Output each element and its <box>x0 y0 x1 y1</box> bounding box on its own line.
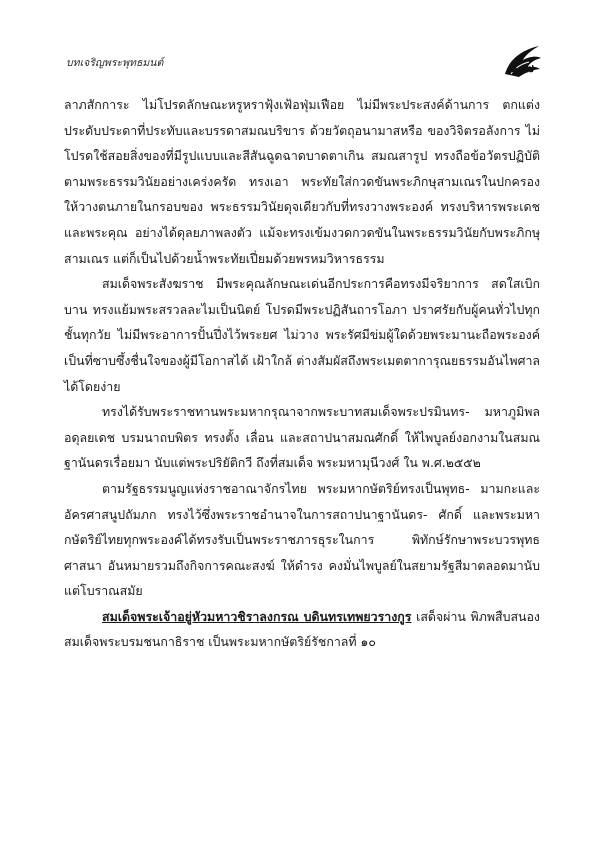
text-line: ของวิจิตรอลังการ ไม่โปรดใช้สอยสิ่งของที่มีรูปแบบและสีสันฉูดฉาดบาดตาเกิน <box>64 122 540 164</box>
text-line: ลาภสักการะ ไม่โปรดลักษณะหรูหราฟุ้งเฟ้อฟุ่มเฟือย ไม่มีพระประสงค์ด้านการ <box>64 97 490 112</box>
text-line: เฝ้าใกล้ ต่างสัมผัสถึงพระเมตตาการุณยธรรมอันไพศาลได้โดยง่าย <box>64 352 540 394</box>
paragraph-1 <box>64 92 540 271</box>
text-line: มหาภูมิพลอดุลยเดช บรมนาถบพิตร ทรงตั้ง เลื่อน และสถาปนาสมณศักดิ์ <box>64 404 540 445</box>
text-line: สมณสารูป ทรงถือข้อวัตรปฏิบัติตามพระธรรมวินัยอย่างเคร่งครัด ทรงเอา <box>64 148 540 189</box>
text-line: เสด็จผ่าน <box>411 608 466 624</box>
text-line: ปราศรัยกับผู้คนทั่วไปทุกชั้นทุกวัย ไม่มีพระอาการปั้นปึ่งไว้พระยศ ไม่วาง <box>64 301 540 343</box>
text-line: อย่างได้ดุลยภาพลงตัว แม้จะทรงเข้มงวดกวดขันในพระธรรมวินัยกับพระภิกษุ <box>134 224 540 240</box>
text-line: พระทัยใส่กวดขันพระภิกษุสามเณรในปกครอง ให้วางตนภายในกรอบของ <box>64 173 540 215</box>
text-line: พิภพสืบสนองสมเด็จพระบรมชนกาธิราช เป็นพระมหากษัตริย์รัชกาลที่ ๑๐ <box>64 608 540 650</box>
page-number-ornament <box>499 44 545 80</box>
text-line: สามเณร แต่ก็เป็นไปด้วยน้ำพระทัยเปี่ยมด้วยพรหมวิหารธรรม <box>64 250 385 266</box>
page-number: ๑๐๗ <box>510 61 534 75</box>
text-line: พระรัศมีข่มผู้ใดด้วยพระมานะถือพระองค์ เป็นที่ซาบซึ้งชื่นใจของผู้มีโอกาสได้ <box>64 327 540 368</box>
paragraph-4 <box>64 476 540 604</box>
text-line: พระธรรมวินัยดุจเดียวกับที่ทรงวางพระองค์ ทรงบริหารพระเดชและพระคุณ <box>64 199 540 240</box>
text-line: พิทักษ์รักษาพระบวรพุทธศาสนา อันหมายรวมถึงกิจการคณะสงฆ์ ให้ดำรง <box>64 532 540 573</box>
text-line: ให้ไพบูลย์งอกงามในสมณฐานันดรเรื่อยมา นับแต่พระปริยัติกวี ถึงที่สมเด็จ <box>64 429 540 471</box>
text-line: ทรงได้รับพระราชทานพระมหากรุณาจากพระบาทสมเด็จพระปรมินทร- <box>102 404 470 420</box>
text-line: ศักดิ์ และพระมหากษัตริย์ไทยทุกพระองค์ได้ทรงรับเป็นพระราชภารธุระในการ <box>64 506 540 548</box>
royal-name: สมเด็จพระเจ้าอยู่หัวมหาวชิราลงกรณ บดินทรเทพยวรางกูร <box>102 608 412 624</box>
paragraph-2 <box>64 271 540 399</box>
paragraph-3 <box>64 399 540 476</box>
text-line: คงมั่นไพบูลย์ในสยามรัฐสีมาตลอดมานับแต่โบราณสมัย <box>64 557 540 599</box>
text-line: ตกแต่งประดับประดาที่ประทับและบรรดาสมณบริขาร ด้วยวัตถุอนามาสหรือ <box>64 97 540 138</box>
text-line: สมเด็จพระสังฆราช มีพระคุณลักษณะเด่นอีกประการคือทรงมีจริยาการ <box>102 276 479 292</box>
text-line: สดใสเบิกบาน ทรงแย้มพระสรวลละไมเป็นนิตย์ โปรดมีพระปฏิสันถารโอภา <box>64 276 540 317</box>
running-title: บทเจริญพระพุทธมนต์ <box>66 57 164 69</box>
page-header <box>66 44 545 80</box>
paragraph-5 <box>64 604 540 655</box>
text-line: มามกะและอัครศาสนูปถัมภก ทรงไว้ซึ่งพระราชอำนาจในการสถาปนาฐานันดร- <box>64 480 540 522</box>
text-line: ตามรัฐธรรมนูญแห่งราชอาณาจักรไทย พระมหากษัตริย์ทรงเป็นพุทธ- <box>102 480 470 496</box>
body-text <box>64 92 540 655</box>
text-line: พระมหามุนีวงศ์ ใน พ.ศ.๒๕๕๒ <box>317 455 481 471</box>
